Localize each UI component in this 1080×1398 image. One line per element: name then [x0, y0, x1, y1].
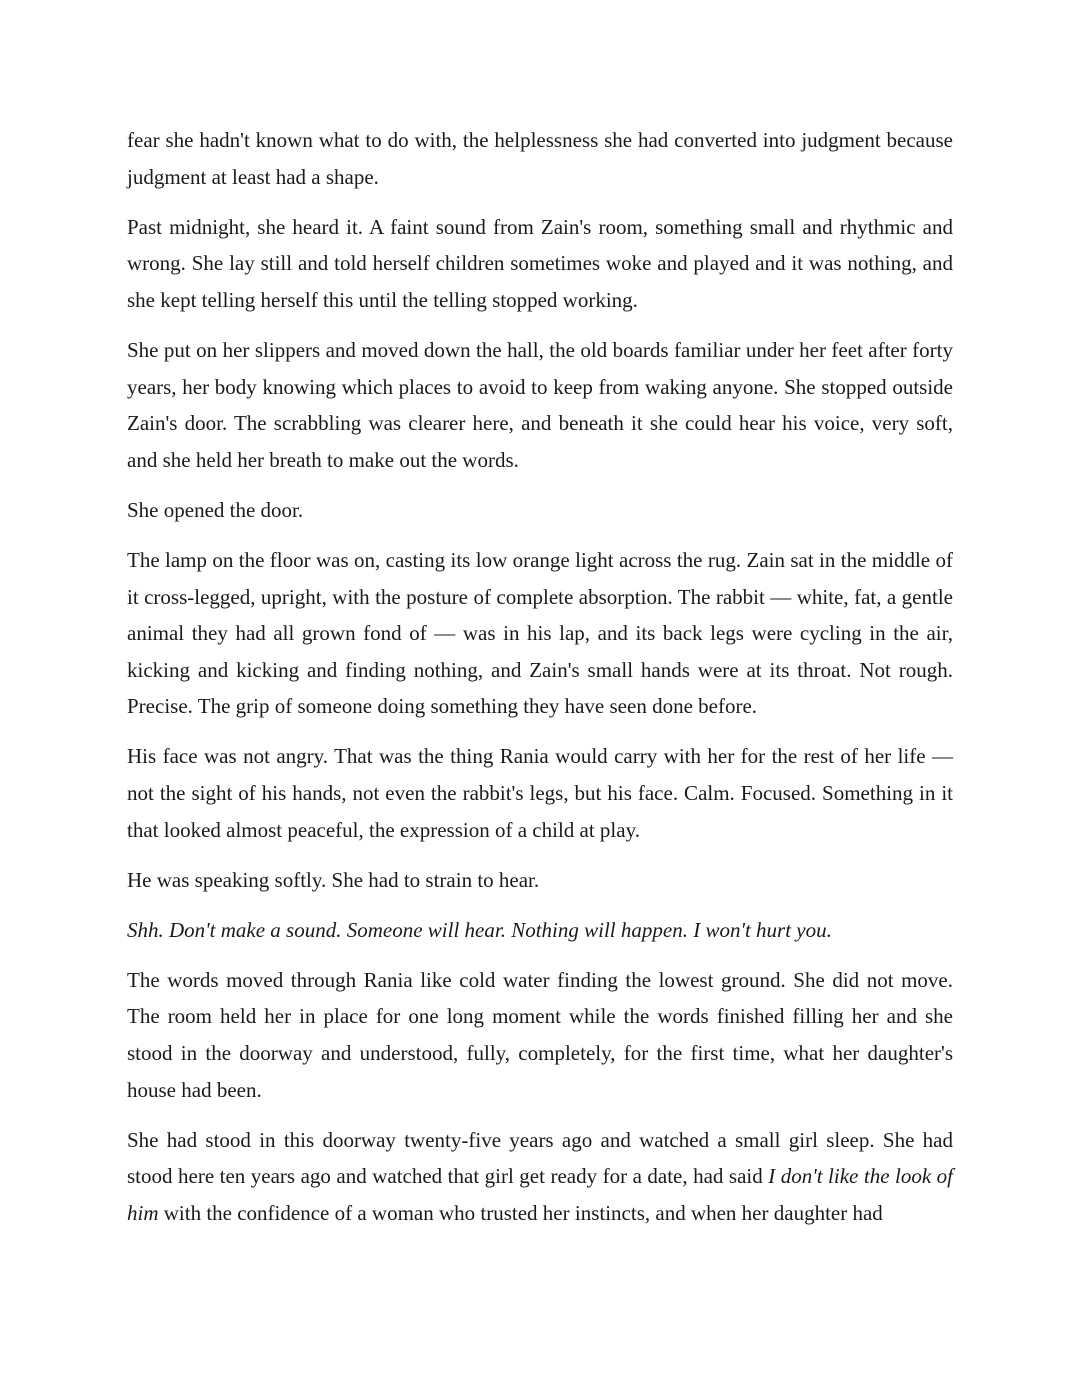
- paragraph: His face was not angry. That was the thing Rania would carry with her for the rest of her life — not the sight of his hands, not even the rabbit's legs, but his face. Calm. Focused. Something in it that looked almost peaceful, the expression of a child at play.: [127, 744, 953, 842]
- paragraph: She opened the door.: [127, 497, 304, 522]
- paragraph: fear she hadn't known what to do with, the helplessness she had converted into judgment because judgment at least had a shape.: [127, 128, 953, 189]
- paragraph: She put on her slippers and moved down the hall, the old boards familiar under her feet after forty years, her body knowing which places to avoid to keep from waking anyone. She stopped outside Zain's door. The scrabbling was clearer here, and beneath it she could hear his voice, very soft, and she held her breath to make out the words.: [127, 337, 953, 472]
- paragraph: Past midnight, she heard it. A faint sound from Zain's room, something small and rhythmic and wrong. She lay still and told herself children sometimes woke and played and it was nothing, and she kept telling herself this until the telling stopped working.: [127, 214, 953, 312]
- paragraph: He was speaking softly. She had to strain to hear.: [127, 867, 540, 892]
- paragraph-with-emphasis: [127, 1122, 953, 1232]
- paragraph: The lamp on the floor was on, casting its low orange light across the rug. Zain sat in the middle of it cross-legged, upright, with the posture of complete absorption. The rabbit — white, fat, a gentle animal they had all grown fond of — was in his lap, and its back legs were cycling in the air, kicking and kicking and finding nothing, and Zain's small hands were at its throat. Not rough. Precise. The grip of someone doing something they have seen done before.: [127, 547, 953, 719]
- document-page: [127, 122, 953, 1245]
- paragraph-text: She had stood in this doorway twenty-five years ago and watched a small girl sleep. She had stood here ten years ago and watched that girl get ready for a date, had said: [127, 1127, 953, 1189]
- italic-quote-paragraph: Shh. Don't make a sound. Someone will hear. Nothing will happen. I won't hurt you.: [127, 917, 832, 942]
- paragraph: The words moved through Rania like cold water finding the lowest ground. She did not move. The room held her in place for one long moment while the words finished filling her and she stood in the doorway and understood, fully, completely, for the first time, what her daughter's house had been.: [127, 967, 953, 1102]
- paragraph-text: with the confidence of a woman who trusted her instincts, and when her daughter had: [158, 1200, 883, 1225]
- emphasized-text: I don't like the look of him: [127, 1164, 953, 1225]
